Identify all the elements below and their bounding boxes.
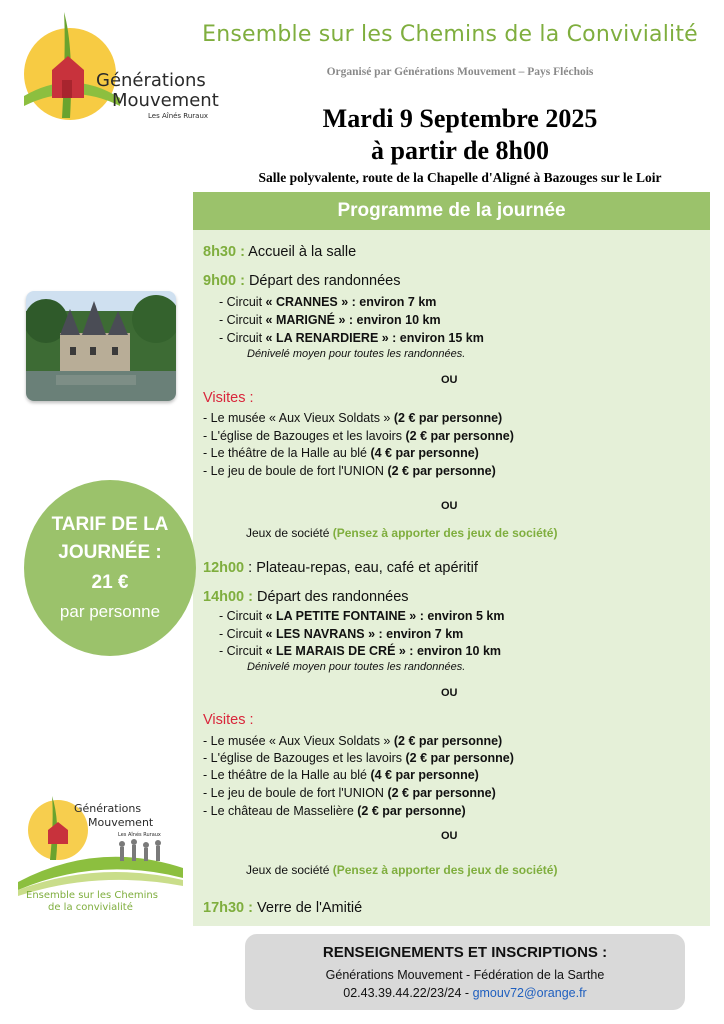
circuit-item: - Circuit « CRANNES » : environ 7 km	[219, 295, 437, 309]
tarif-unit: par personne	[59, 602, 161, 621]
svg-text:Générations: Générations	[96, 70, 206, 91]
event-start-time: à partir de 8h00	[371, 136, 549, 165]
event-venue: Salle polyvalente, route de la Chapelle d'Aligné à Bazouges sur le Loir	[258, 170, 662, 185]
visites-heading: Visites :	[203, 390, 254, 406]
svg-text:Les Aînés Ruraux: Les Aînés Ruraux	[148, 112, 209, 120]
visit-item: - Le musée « Aux Vieux Soldats » (2 € par personne)	[203, 411, 503, 425]
program-verre: 17h30 : Verre de l'Amitié	[203, 900, 363, 916]
visites-heading: Visites :	[203, 712, 254, 728]
svg-text:Générations: Générations	[74, 802, 142, 815]
visit-item: - Le musée « Aux Vieux Soldats » (2 € par personne)	[203, 734, 503, 748]
tarif-circle	[24, 480, 196, 656]
svg-text:Mouvement: Mouvement	[112, 90, 219, 111]
svg-text:Les Aînés Ruraux: Les Aînés Ruraux	[118, 832, 161, 838]
denivele-note: Dénivelé moyen pour toutes les randonnées.	[247, 348, 466, 360]
visit-item: - Le théâtre de la Halle au blé (4 € par personne)	[203, 768, 479, 782]
svg-text:Mouvement: Mouvement	[88, 816, 154, 829]
program-depart-afternoon: 14h00 : Départ des randonnées	[203, 589, 409, 605]
circuit-item: - Circuit « MARIGNÉ » : environ 10 km	[219, 313, 441, 327]
ou-separator: OU	[441, 500, 458, 512]
chateau-photo	[26, 291, 176, 401]
denivele-note: Dénivelé moyen pour toutes les randonnées.	[247, 661, 466, 673]
circuit-item: - Circuit « LA RENARDIERE » : environ 15 km	[219, 331, 484, 345]
contact-email-link[interactable]: gmouv72@orange.fr	[472, 986, 587, 1000]
contact-organisation: Générations Mouvement - Fédération de la Sarthe	[325, 968, 605, 982]
event-date: Mardi 9 Septembre 2025	[322, 104, 598, 133]
contact-details	[245, 986, 685, 1000]
visit-item: - Le jeu de boule de fort l'UNION (2 € par personne)	[203, 786, 496, 800]
contact-title: RENSEIGNEMENTS ET INSCRIPTIONS :	[322, 944, 608, 961]
visit-item: - L'église de Bazouges et les lavoirs (2 € par personne)	[203, 429, 514, 443]
chateau-image	[26, 291, 176, 401]
program-title: Programme de la journée	[193, 192, 710, 230]
program-depart-morning: 9h00 : Départ des randonnées	[203, 273, 401, 289]
circuit-item: - Circuit « LA PETITE FONTAINE » : environ 5 km	[219, 609, 505, 623]
tarif-label: TARIF DE LA	[51, 514, 169, 535]
visit-item: - Le château de Masselière (2 € par personne)	[203, 804, 466, 818]
jeux-de-societe: Jeux de société (Pensez à apporter des jeux de société)	[246, 526, 558, 540]
program-repas: 12h00 : Plateau-repas, eau, café et apéritif	[203, 560, 478, 576]
visit-item: - Le jeu de boule de fort l'UNION (2 € par personne)	[203, 464, 496, 478]
circuit-item: - Circuit « LE MARAIS DE CRÉ » : environ 10 km	[219, 644, 502, 658]
walkers-logo-icon	[18, 790, 188, 915]
ou-separator: OU	[441, 687, 458, 699]
jeux-de-societe: Jeux de société (Pensez à apporter des jeux de société)	[246, 863, 558, 877]
organizer-subtitle: Organisé par Générations Mouvement – Pays Fléchois	[326, 66, 594, 78]
program-accueil: 8h30 : Accueil à la salle	[203, 244, 357, 260]
ou-separator: OU	[441, 374, 458, 386]
tarif-label-2: JOURNÉE :	[58, 542, 162, 563]
svg-text:Ensemble sur les Chemins: Ensemble sur les Chemins	[26, 890, 158, 901]
page-title: Ensemble sur les Chemins de la Convivialité	[202, 22, 698, 47]
tarif-price: 21 €	[91, 572, 129, 593]
generations-mouvement-bottom-logo	[18, 790, 188, 915]
ou-separator: OU	[441, 830, 458, 842]
contact-box	[245, 934, 685, 1010]
visit-item: - Le théâtre de la Halle au blé (4 € par personne)	[203, 446, 479, 460]
svg-text:de la convivialité: de la convivialité	[48, 902, 133, 913]
visit-item: - L'église de Bazouges et les lavoirs (2 € par personne)	[203, 751, 514, 765]
circuit-item: - Circuit « LES NAVRANS » : environ 7 km	[219, 627, 464, 641]
contact-phone: 02.43.39.44.22/23/24 -	[343, 986, 473, 1000]
